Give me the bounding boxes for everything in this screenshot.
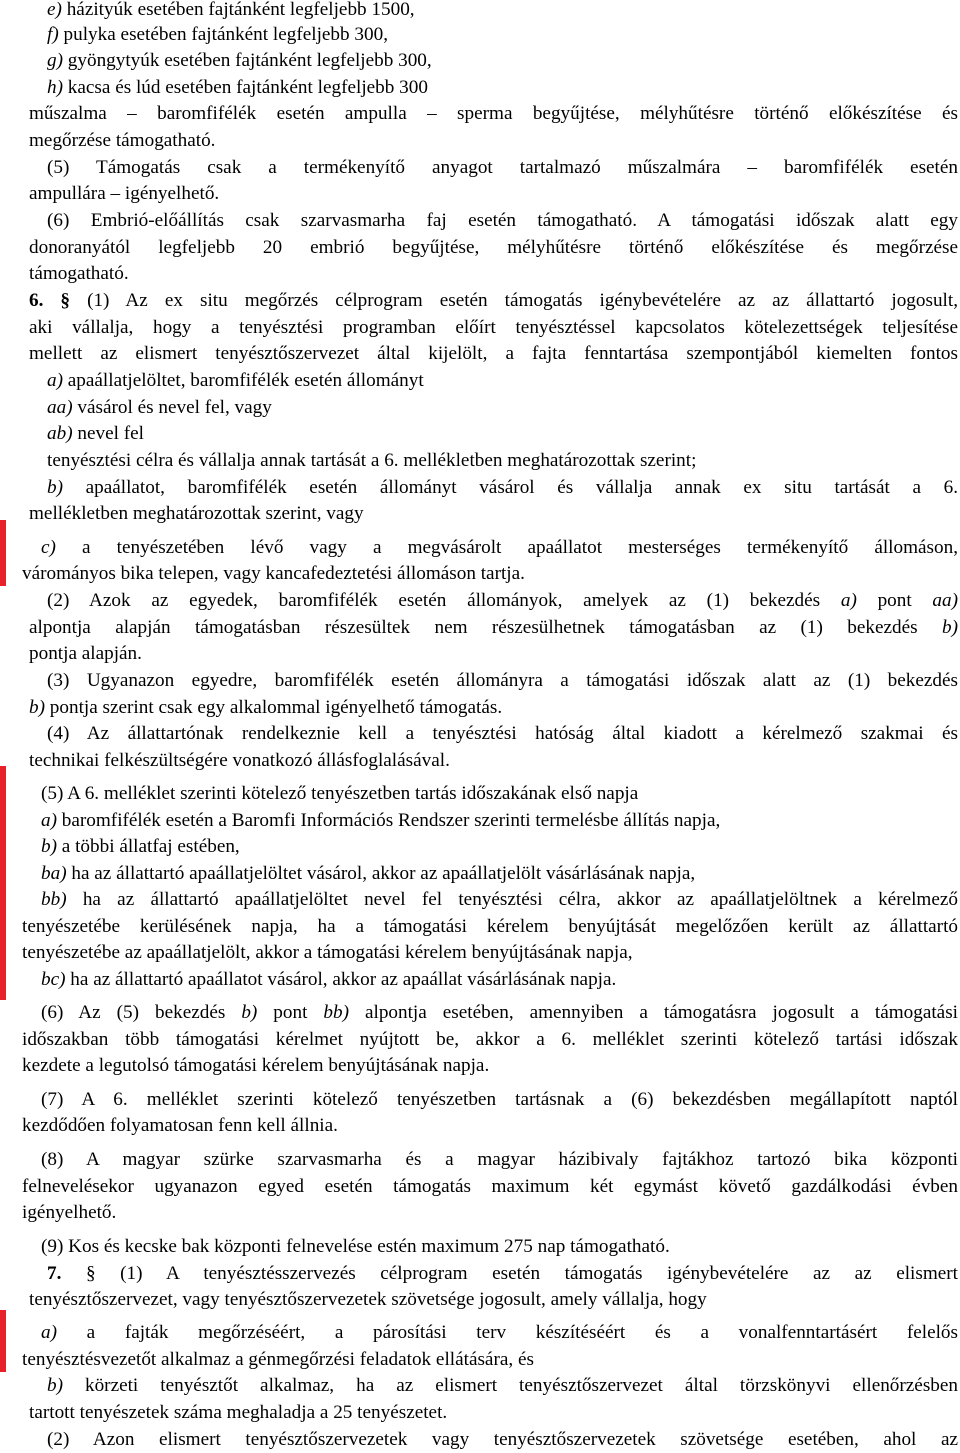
text-line (29, 748, 829, 774)
text-segment: ha az állattartó apaállatjelöltet nevel fel tenyésztési célra, akkor az apaállatjelöltnek a kérelmező (66, 889, 958, 910)
text-line (29, 1400, 829, 1426)
text-line (41, 1234, 941, 1260)
item-label: a) (47, 370, 63, 391)
text-segment: (6) Az (5) bekezdés (41, 1002, 242, 1023)
text-segment: gyöngytyúk esetében fajtánként legfeljebb 300, (62, 50, 432, 71)
text-segment: időszakban több támogatási kérelmet nyújtott be, akkor a 6. melléklet szerinti kötelező tartási időszak (22, 1029, 958, 1050)
text-segment: a többi állatfaj estében, (56, 836, 240, 857)
text-line (47, 368, 647, 394)
text-segment: (2) Azon elismert tenyésztőszervezetek vagy tenyésztőszervezetek szövetsége esetében, ahol az (47, 1429, 958, 1450)
text-line (22, 1053, 822, 1079)
text-line (41, 1000, 958, 1026)
text-segment: (1) Az ex situ megőrzés célprogram esetén támogatás igénybevételére az az állattartó jogosult, (70, 290, 959, 311)
text-segment: baromfifélék esetén a Baromfi Információs Rendszer szerinti termelésbe állítás napja, (56, 810, 721, 831)
text-line (47, 1261, 958, 1287)
text-segment: tenyésztőszervezet, vagy tenyésztőszervezetek szövetsége jogosult, amely vállalja, hogy (29, 1289, 707, 1310)
text-segment: a fajták megőrzéséért, a párosítási terv készítéséért és a vonalfenntartásért felelős (56, 1322, 958, 1343)
text-line (47, 155, 958, 181)
text-line (47, 721, 958, 747)
text-line (41, 887, 958, 913)
change-marker-bar (0, 1310, 6, 1372)
item-label: b) (241, 1002, 258, 1023)
text-segment: mellett az elismert tenyésztőszervezet által kijelölt, a fajta fenntartása szempontjából kiemelten fontos (29, 343, 958, 364)
text-segment: (5) A 6. melléklet szerinti kötelező tenyészetben tartás időszakának első napja (41, 783, 639, 804)
text-line (41, 781, 841, 807)
text-line (29, 261, 329, 287)
item-label: f) (47, 24, 59, 45)
text-line (29, 181, 429, 207)
text-segment: igényelhető. (22, 1202, 117, 1223)
item-label: aa) (47, 397, 73, 418)
text-line (29, 315, 958, 341)
text-segment: nevel fel (72, 423, 144, 444)
item-label: a) (41, 810, 57, 831)
text-segment: § (1) A tenyésztésszervezés célprogram esetén támogatás igénybevételére az az elismert (61, 1263, 958, 1284)
text-line (47, 421, 647, 447)
text-segment: (9) Kos és kecske bak központi felnevelése estén maximum 275 nap támogatható. (41, 1236, 670, 1257)
text-segment: tenyésztési célra és vállalja annak tartását a 6. mellékletben meghatározottak szerint; (47, 450, 697, 471)
text-segment: kacsa és lúd esetében fajtánként legfeljebb 300 (62, 77, 428, 98)
section-number: 6. § (29, 290, 71, 311)
text-line (47, 48, 507, 74)
text-line (29, 235, 958, 261)
item-label: bb) (323, 1002, 349, 1023)
text-line (41, 967, 941, 993)
text-segment: (3) Ugyanazon egyedre, baromfifélék esetén állományra a támogatási időszak alatt az (1) bekezdés (47, 670, 958, 691)
text-segment: ha az állattartó apaállatot vásárol, akkor az apaállat vásárlásának napja. (65, 969, 617, 990)
text-line (22, 1200, 322, 1226)
text-line (22, 1027, 958, 1053)
text-line (29, 341, 958, 367)
text-line (22, 1347, 822, 1373)
text-segment: házityúk esetében fajtánként legfeljebb 1500, (61, 0, 415, 20)
text-segment: vásárol és nevel fel, vagy (72, 397, 272, 418)
text-line (47, 22, 507, 48)
text-line (29, 288, 958, 314)
text-segment: apaállatjelöltet, baromfifélék esetén állományt (62, 370, 424, 391)
text-line (47, 588, 958, 614)
text-line (41, 1147, 958, 1173)
change-marker-bar (0, 520, 6, 586)
text-segment: kezdete a legutolsó támogatási kérelem benyújtásának napja. (22, 1055, 490, 1076)
text-line (41, 1320, 958, 1346)
text-line (22, 1174, 958, 1200)
text-segment: tenyésztésvezetőt alkalmaz a génmegőrzési feladatok ellátására, és (22, 1349, 534, 1370)
text-segment: ampullára – igényelhető. (29, 183, 220, 204)
text-segment: kezdődően folyamatosan fenn kell állnia. (22, 1115, 338, 1136)
text-segment: apaállatot, baromfifélék esetén állományt vásárol és vállalja annak ex situ tartását a 6. (62, 477, 958, 498)
item-label: c) (41, 537, 56, 558)
text-line (47, 668, 958, 694)
text-segment: körzeti tenyésztőt alkalmaz, ha az elismert tenyésztőszervezet által törzskönyvi ellenőrzésben (62, 1375, 958, 1396)
item-label: b) (942, 617, 958, 638)
item-label: aa) (932, 590, 958, 611)
item-label: ab) (47, 423, 73, 444)
text-segment: tenyészetébe az apaállatjelölt, akkor a támogatási kérelem benyújtásának napja, (22, 942, 633, 963)
text-segment: (8) A magyar szürke szarvasmarha és a magyar házibivaly fajtákhoz tartozó bika központi (41, 1149, 958, 1170)
text-line (41, 535, 958, 561)
text-segment: pontja szerint csak egy alkalommal igényelhető támogatás. (44, 697, 503, 718)
text-segment: alpontja alapján támogatásban részesültek nem részesülhetnek támogatásban az (1) bekezdés (29, 617, 943, 638)
text-segment: tenyészetébe kerülésének napja, ha a támogatási kérelem benyújtását megelőzően került az állattartó (22, 916, 958, 937)
text-line (29, 101, 958, 127)
text-line (47, 208, 958, 234)
text-line (22, 940, 822, 966)
item-label: ba) (41, 863, 67, 884)
text-line (29, 501, 629, 527)
text-line (41, 861, 941, 887)
text-line (41, 1087, 958, 1113)
text-line (47, 1373, 958, 1399)
text-segment: (5) Támogatás csak a termékenyítő anyagot tartalmazó műszalmára – baromfifélék esetén (47, 157, 958, 178)
text-line (22, 561, 722, 587)
text-segment: a tenyészetében lévő vagy a megvásárolt apaállatot mesterséges termékenyítő állomáson, (55, 537, 958, 558)
item-label: bc) (41, 969, 66, 990)
text-line (47, 475, 958, 501)
text-line (41, 834, 641, 860)
text-segment: mellékletben meghatározottak szerint, vagy (29, 503, 364, 524)
text-segment: támogatható. (29, 263, 129, 284)
text-line (29, 641, 329, 667)
text-segment: (4) Az állattartónak rendelkeznie kell a tenyésztési hatóság által kiadott a kérelmező szakmai és (47, 723, 958, 744)
section-number: 7. (47, 1263, 62, 1284)
item-label: e) (47, 0, 62, 20)
text-line (47, 75, 507, 101)
item-label: a) (41, 1322, 57, 1343)
item-label: g) (47, 50, 63, 71)
text-segment: tartott tenyészetek száma meghaladja a 25 tenyészetet. (29, 1402, 448, 1423)
item-label: bb) (41, 889, 67, 910)
text-segment: felnevelésekor ugyanazon egyed esetén támogatás maximum két egymást követő gazdálkodási évben (22, 1176, 958, 1197)
text-segment: megőrzése támogatható. (29, 130, 216, 151)
text-segment: pont (257, 1002, 324, 1023)
text-segment: váromány​os bika telepen, vagy kancafedeztetési állomáson tartja. (22, 563, 525, 584)
text-line (22, 1113, 822, 1139)
text-segment: pulyka esetében fajtánként legfeljebb 300, (58, 24, 388, 45)
text-line (41, 808, 941, 834)
text-line (47, 395, 647, 421)
item-label: b) (29, 697, 45, 718)
item-label: b) (47, 477, 63, 498)
text-segment: technikai felkészültségére vonatkozó állásfoglalásával. (29, 750, 450, 771)
text-segment: műszalma – baromfifélék esetén ampulla – sperma begyűjtése, mélyhűtésre történő előkészítése és (29, 103, 958, 124)
text-segment: (7) A 6. melléklet szerinti kötelező tenyészetben tartásnak a (6) bekezdésben megállapított naptól (41, 1089, 958, 1110)
item-label: b) (47, 1375, 63, 1396)
text-line (47, 448, 958, 474)
text-line (29, 1287, 929, 1313)
text-segment: pontja alapján. (29, 643, 142, 664)
text-line (29, 128, 429, 154)
text-line (29, 695, 829, 721)
item-label: b) (41, 836, 57, 857)
text-segment: aki vállalja, hogy a tenyésztési programban előírt tenyésztéssel kapcsolatos kötelezettségek teljesítése (29, 317, 958, 338)
text-segment: donoranyától legfeljebb 20 embrió begyűjtése, mélyhűtésre történő előkészítése és megőrzése (29, 237, 958, 258)
text-segment: (6) Embrió-előállítás csak szarvasmarha faj esetén támogatható. A támogatási időszak alatt egy (47, 210, 958, 231)
item-label: a) (840, 590, 857, 611)
change-marker-bar (0, 766, 6, 1000)
text-segment: alpontja esetében, amennyiben a támogatásra jogosult a támogatási (348, 1002, 958, 1023)
text-segment: pont (856, 590, 933, 611)
text-line (47, 0, 507, 23)
text-line (29, 615, 958, 641)
item-label: h) (47, 77, 63, 98)
text-line (47, 1427, 958, 1453)
text-segment: ha az állattartó apaállatjelöltet vásárol, akkor az apaállatjelölt vásárlásának napja, (66, 863, 696, 884)
text-line (22, 914, 958, 940)
text-segment: (2) Azok az egyedek, baromfifélék esetén állományok, amelyek az (1) bekezdés (47, 590, 841, 611)
